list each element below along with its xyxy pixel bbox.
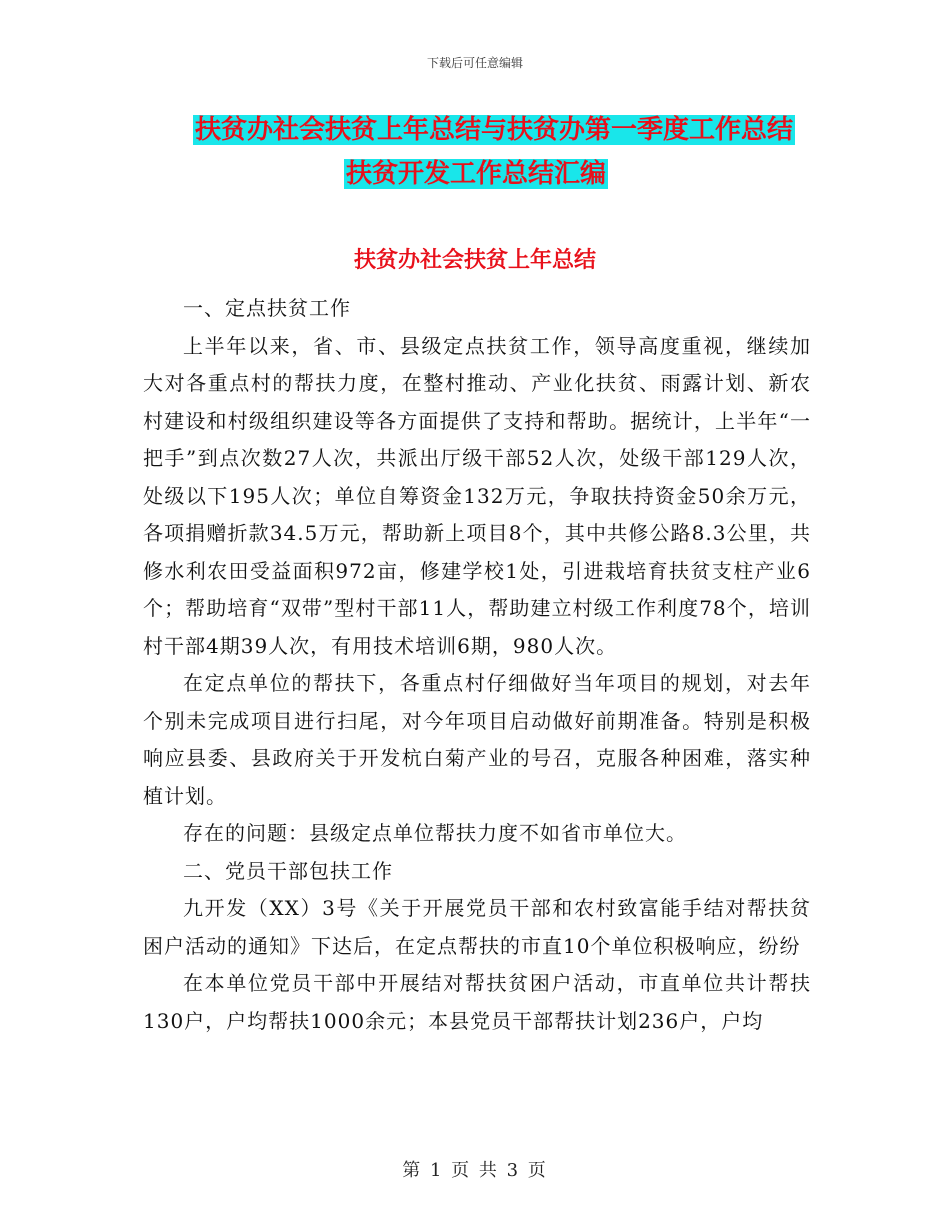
paragraph-problems: 存在的问题：县级定点单位帮扶力度不如省市单位大。 bbox=[183, 821, 687, 845]
paragraph-notice: 九开发（XX）3号《关于开展党员干部和农村致富能手结对帮扶贫困户活动的通知》下达后，在定点帮扶的市直10个单位积极响应，纷纷 bbox=[143, 896, 811, 958]
document-title-text-1: 扶贫办社会扶贫上年总结与扶贫办第一季度工作总结 bbox=[195, 115, 794, 145]
document-title-line-2 bbox=[0, 156, 950, 192]
paragraph-pairing-activity: 在本单位党员干部中开展结对帮扶贫困户活动，市直单位共计帮扶130户，户均帮扶1000余元；本县党员干部帮扶计划236户，户均 bbox=[143, 971, 811, 1033]
document-title-text-2: 扶贫开发工作总结汇编 bbox=[346, 159, 607, 189]
heading-party-cadre-support: 二、党员干部包扶工作 bbox=[183, 858, 393, 883]
paragraph-project-planning: 在定点单位的帮扶下，各重点村仔细做好当年项目的规划，对去年个别未完成项目进行扫尾，对今年项目启动做好前期准备。特别是积极响应县委、县政府关于开发杭白菊产业的号召，克服各种困难，落实种植计划。 bbox=[143, 671, 811, 808]
document-body bbox=[143, 290, 811, 1040]
header-note: 下载后可任意编辑 bbox=[426, 56, 523, 70]
page-footer: 第 1 页 共 3 页 bbox=[402, 1160, 548, 1181]
heading-fixed-point-poverty: 一、定点扶贫工作 bbox=[183, 296, 351, 320]
section-title: 扶贫办社会扶贫上年总结 bbox=[353, 248, 596, 273]
document-title-line-1 bbox=[0, 112, 950, 148]
paragraph-statistics: 上半年以来，省、市、县级定点扶贫工作，领导高度重视，继续加大对各重点村的帮扶力度，在整村推动、产业化扶贫、雨露计划、新农村建设和村级组织建设等各方面提供了支持和帮助。据统计，上半年“一把手”到点次数27人次，共派出厅级干部52人次，处级干部129人次，处级以下195人次；单位自筹资金132万元，争取扶持资金50余万元，各项捐赠折款34.5万元，帮助新上项目8个，其中共修公路8.3公里，共修水利农田受益面积972亩，修建学校1处，引进栽培育扶贫支柱产业6个；帮助培育“双带”型村干部11人，帮助建立村级工作利度78个，培训村干部4期39人次，有用技术培训6期，980人次。 bbox=[143, 333, 811, 658]
